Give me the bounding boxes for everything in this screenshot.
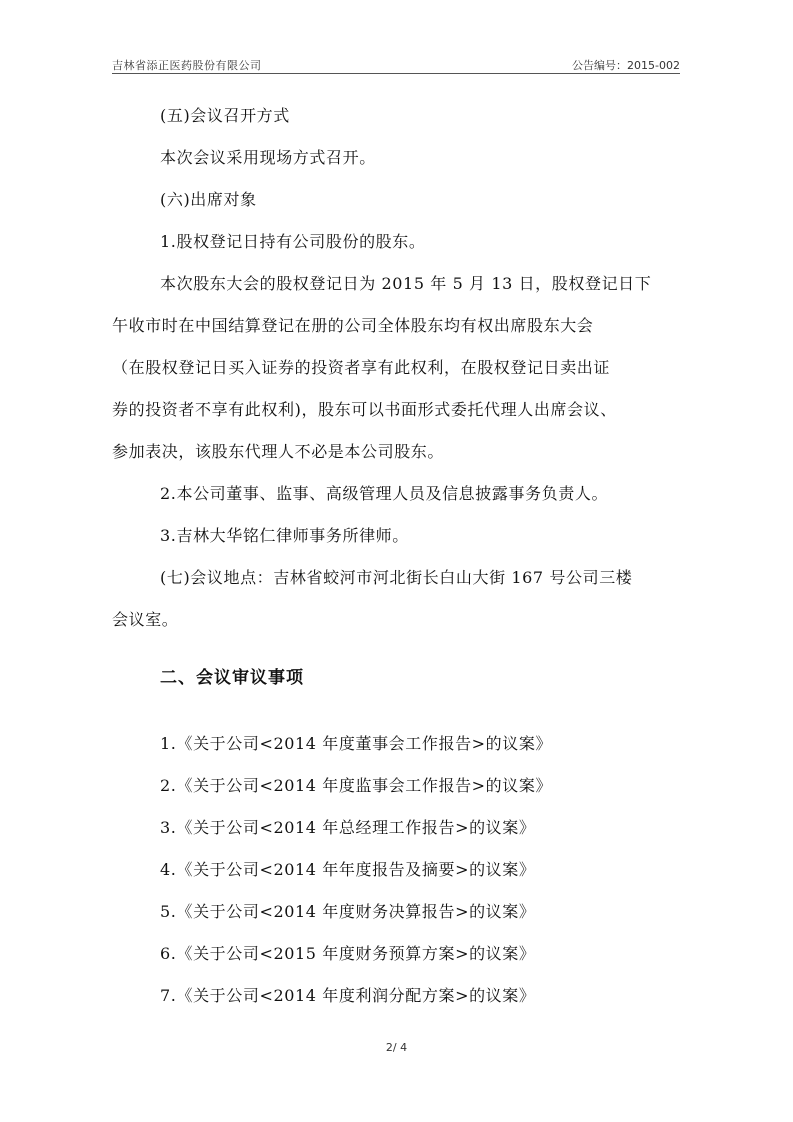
attendees-heading: (六)出席对象 [160,190,257,209]
attendees-item-2: 2.本公司董事、监事、高级管理人员及信息披露事务负责人。 [160,484,609,503]
record-date-paragraph-line: （在股权登记日买入证券的投资者享有此权利，在股权登记日卖出证 [112,358,611,377]
attendees-item-3: 3.吉林大华铭仁律师事务所律师。 [160,526,409,545]
agenda-item: 3.《关于公司<2014 年总经理工作报告>的议案》 [160,818,536,837]
agenda-item: 7.《关于公司<2014 年度利润分配方案>的议案》 [160,986,536,1005]
record-date-paragraph-line: 参加表决，该股东代理人不必是本公司股东。 [112,442,445,461]
meeting-method-text: 本次会议采用现场方式召开。 [160,148,376,167]
agenda-item: 1.《关于公司<2014 年度董事会工作报告>的议案》 [160,734,553,753]
record-date-paragraph-line: 本次股东大会的股权登记日为 2015 年 5 月 13 日，股权登记日下 [160,274,652,293]
page-header [112,55,680,74]
company-name: 吉林省添正医药股份有限公司 [112,59,262,72]
record-date-paragraph-line: 午收市时在中国结算登记在册的公司全体股东均有权出席股东大会 [112,316,594,335]
agenda-item: 6.《关于公司<2015 年度财务预算方案>的议案》 [160,944,536,963]
attendees-item-1: 1.股权登记日持有公司股份的股东。 [160,232,426,251]
record-date-paragraph-line: 券的投资者不享有此权利)，股东可以书面形式委托代理人出席会议、 [112,400,617,419]
meeting-location-line: 会议室。 [112,610,179,629]
agenda-item: 5.《关于公司<2014 年度财务决算报告>的议案》 [160,902,536,921]
page-number: 2/ 4 [385,1041,408,1054]
meeting-method-heading: (五)会议召开方式 [160,106,290,125]
agenda-item: 2.《关于公司<2014 年度监事会工作报告>的议案》 [160,776,553,795]
agenda-item: 4.《关于公司<2014 年年度报告及摘要>的议案》 [160,860,536,879]
meeting-location-line: (七)会议地点：吉林省蛟河市河北街长白山大街 167 号公司三楼 [160,568,633,587]
section-title: 二、会议审议事项 [160,668,304,688]
notice-number: 公告编号：2015-002 [572,59,680,72]
